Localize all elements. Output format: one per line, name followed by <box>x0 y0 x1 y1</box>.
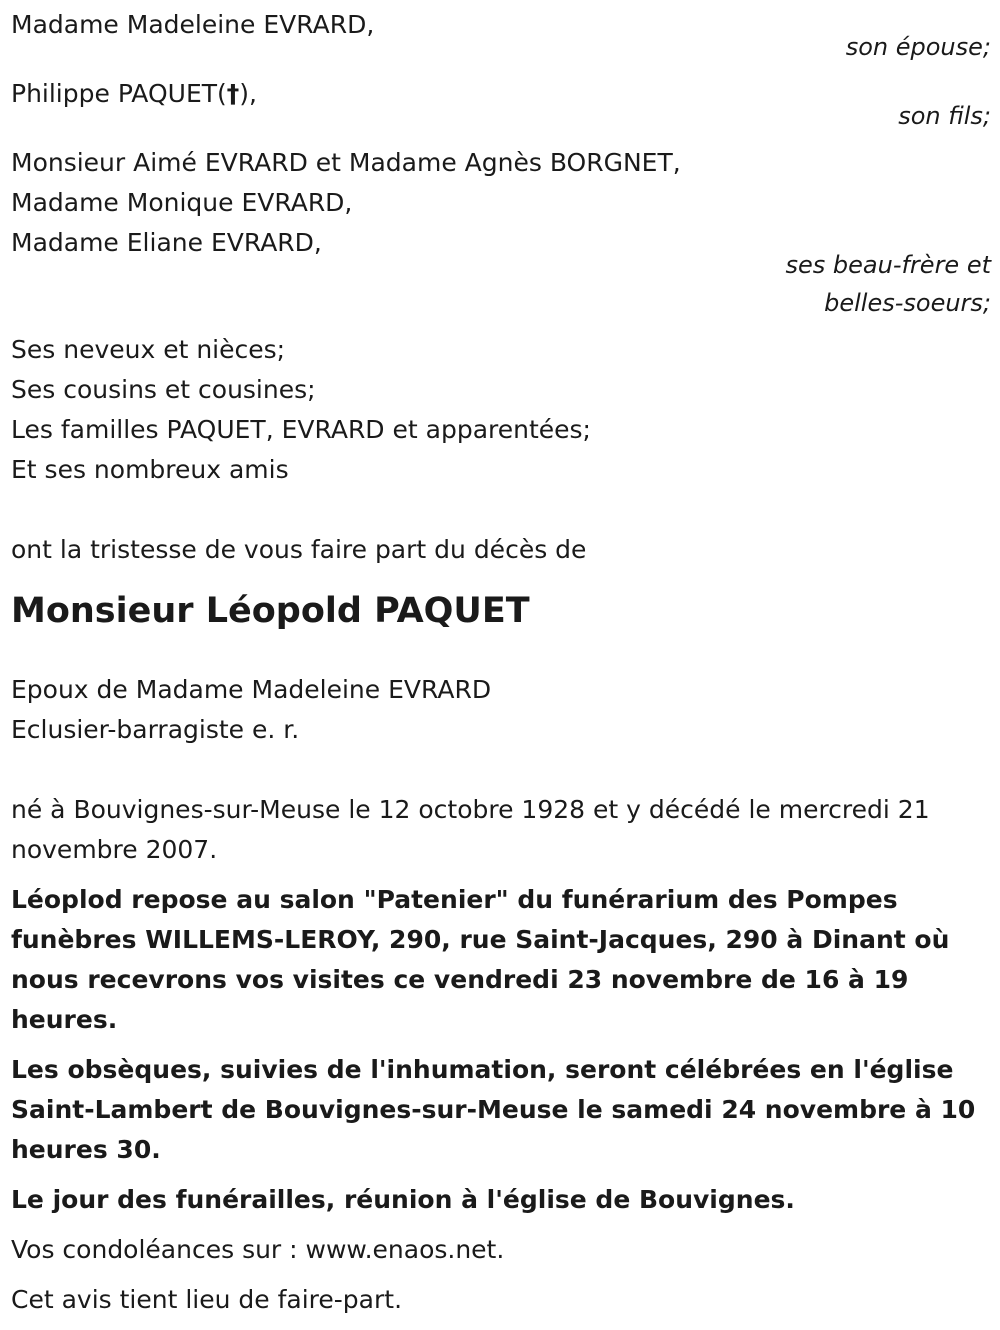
visitation-text: Léoplod repose au salon "Patenier" du funérarium des Pompes funèbres WILLEMS-LEROY, 290, rue Saint-Jacques, 290 à Dinant où nous recevrons vos visites ce vendredi 23 novembre de 16 à 19 heures. <box>11 885 950 1034</box>
son-name-suffix: ), <box>239 79 257 108</box>
cross-icon: † <box>226 79 240 108</box>
deceased-name: Monsieur Léopold PAQUET <box>11 591 530 631</box>
son-relation: son fils; <box>898 102 991 130</box>
announcement-text: ont la tristesse de vous faire part du décès de <box>11 535 587 564</box>
deceased-spouse: Epoux de Madame Madeleine EVRARD <box>11 675 492 704</box>
notice-text: Cet avis tient lieu de faire-part. <box>11 1285 403 1314</box>
inlaws-relation-line1: ses beau-frère et <box>785 251 991 279</box>
spouse-name: Madame Madeleine EVRARD, <box>11 10 375 39</box>
condolences-text: Vos condoléances sur : www.enaos.net. <box>11 1235 505 1264</box>
deceased-occupation: Eclusier-barragiste e. r. <box>11 715 300 744</box>
inlaw-line: Madame Monique EVRARD, <box>11 188 353 217</box>
obituary-notice <box>11 5 991 1330</box>
other-relatives-line: Les familles PAQUET, EVRARD et apparentées; <box>11 415 591 444</box>
birth-death-text: né à Bouvignes-sur-Meuse le 12 octobre 1928 et y décédé le mercredi 21 novembre 2007. <box>11 795 930 864</box>
meeting-text: Le jour des funérailles, réunion à l'église de Bouvignes. <box>11 1185 795 1214</box>
son-name-prefix: Philippe PAQUET( <box>11 79 227 108</box>
other-relatives-line: Ses cousins et cousines; <box>11 375 316 404</box>
inlaws-relation-line2: belles-soeurs; <box>824 289 991 317</box>
funeral-text: Les obsèques, suivies de l'inhumation, seront célébrées en l'église Saint-Lambert de Bouvignes-sur-Meuse le samedi 24 novembre à 10 heures 30. <box>11 1055 976 1164</box>
other-relatives-line: Et ses nombreux amis <box>11 455 289 484</box>
inlaw-line: Madame Eliane EVRARD, <box>11 228 322 257</box>
spouse-relation: son épouse; <box>845 33 991 61</box>
inlaw-line: Monsieur Aimé EVRARD et Madame Agnès BORGNET, <box>11 148 681 177</box>
other-relatives-line: Ses neveux et nièces; <box>11 335 286 364</box>
